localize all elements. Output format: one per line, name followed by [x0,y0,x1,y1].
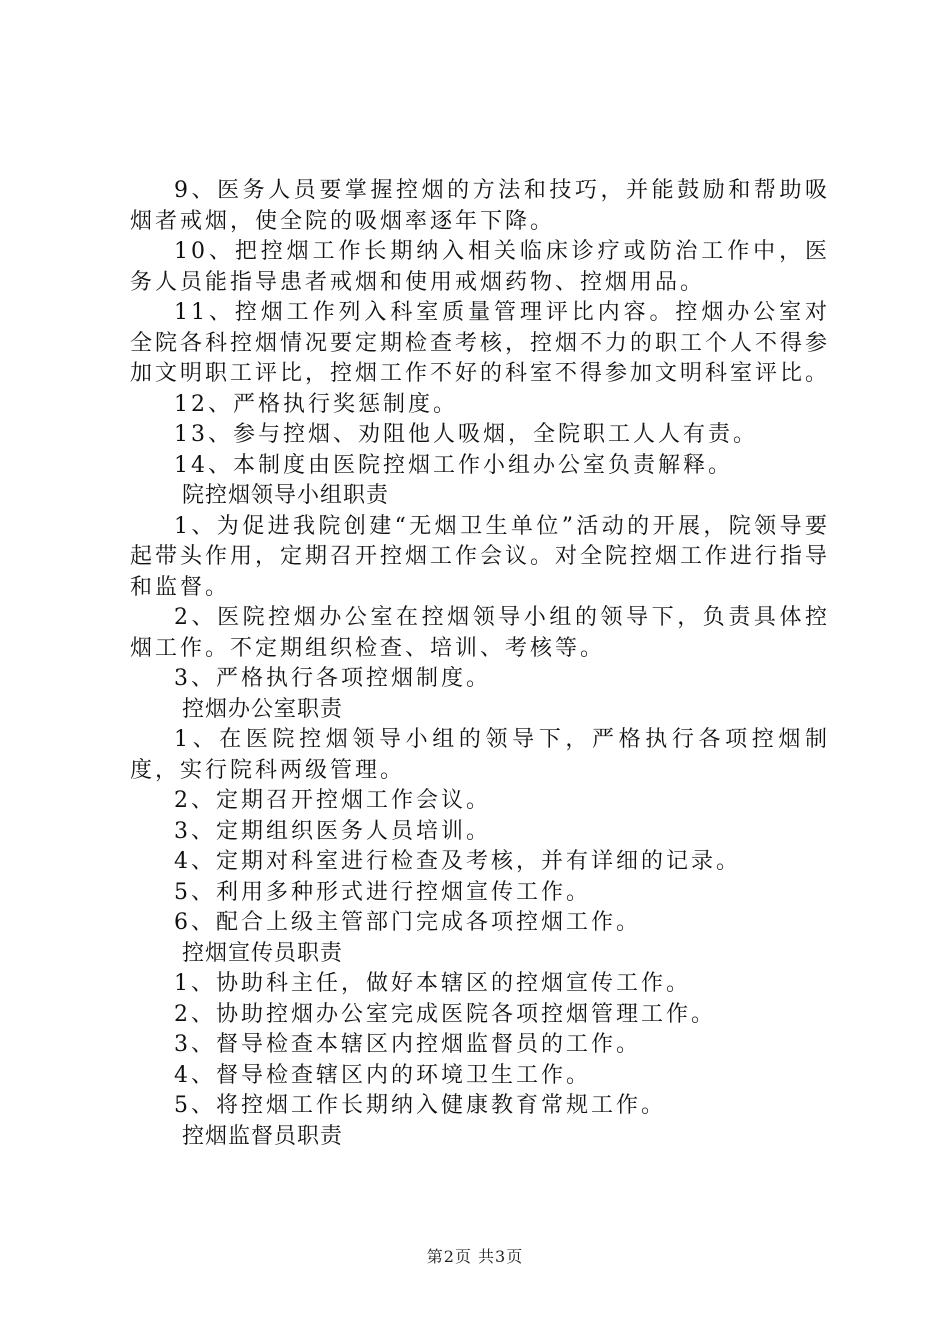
section-heading-publicity: 控烟宣传员职责 [182,940,344,966]
leadership-item-3: 3、严格执行各项控烟制度。 [174,666,491,691]
paragraph-item-9: 9、医务人员要掌握控烟的方法和技巧，并能鼓励和帮助吸烟者戒烟，使全院的吸烟率逐年下降。 [130,178,830,234]
leadership-item-1: 1、为促进我院创建“无烟卫生单位”活动的开展，院领导要起带头作用，定期召开控烟工作会议。对全院控烟工作进行指导和监督。 [130,513,831,600]
publicity-item-1: 1、协助科主任，做好本辖区的控烟宣传工作。 [174,971,691,996]
office-item-6: 6、配合上级主管部门完成各项控烟工作。 [174,910,641,935]
page-number-footer: 第2页 共3页 [426,1247,524,1266]
office-item-2: 2、定期召开控烟工作会议。 [174,788,491,813]
publicity-item-5: 5、将控烟工作长期纳入健康教育常规工作。 [174,1093,666,1118]
publicity-item-4: 4、督导检查辖区内的环境卫生工作。 [174,1062,591,1088]
paragraph-item-12: 12、严格执行奖惩制度。 [174,391,458,417]
publicity-item-3: 3、督导检查本辖区内控烟监督员的工作。 [174,1032,641,1057]
document-body [130,176,830,1152]
paragraph-item-13: 13、参与控烟、劝阻他人吸烟，全院职工人人有责。 [174,422,758,447]
publicity-item-2: 2、协助控烟办公室完成医院各项控烟管理工作。 [174,1001,716,1027]
section-heading-office: 控烟办公室职责 [182,696,344,722]
paragraph-item-11: 11、控烟工作列入科室质量管理评比内容。控烟办公室对全院各科控烟情况要定期检查考核，控烟不力的职工个人不得参加文明职工评比，控烟工作不好的科室不得参加文明科室评比。 [130,300,831,386]
paragraph-item-10: 10、把控烟工作长期纳入相关临床诊疗或防治工作中，医务人员能指导患者戒烟和使用戒烟药物、控烟用品。 [130,239,830,295]
office-item-1: 1、在医院控烟领导小组的领导下，严格执行各项控烟制度，实行院科两级管理。 [130,727,830,783]
office-item-5: 5、利用多种形式进行控烟宣传工作。 [174,879,591,905]
office-item-3: 3、定期组织医务人员培训。 [174,818,491,844]
office-item-4: 4、定期对科室进行检查及考核，并有详细的记录。 [174,849,741,874]
leadership-item-2: 2、医院控烟办公室在控烟领导小组的领导下，负责具体控烟工作。不定期组织检查、培训、考核等。 [130,605,830,661]
section-heading-leadership: 院控烟领导小组职责 [182,483,390,508]
paragraph-item-14: 14、本制度由医院控烟工作小组办公室负责解释。 [174,452,733,478]
section-heading-supervisor: 控烟监督员职责 [182,1123,344,1149]
